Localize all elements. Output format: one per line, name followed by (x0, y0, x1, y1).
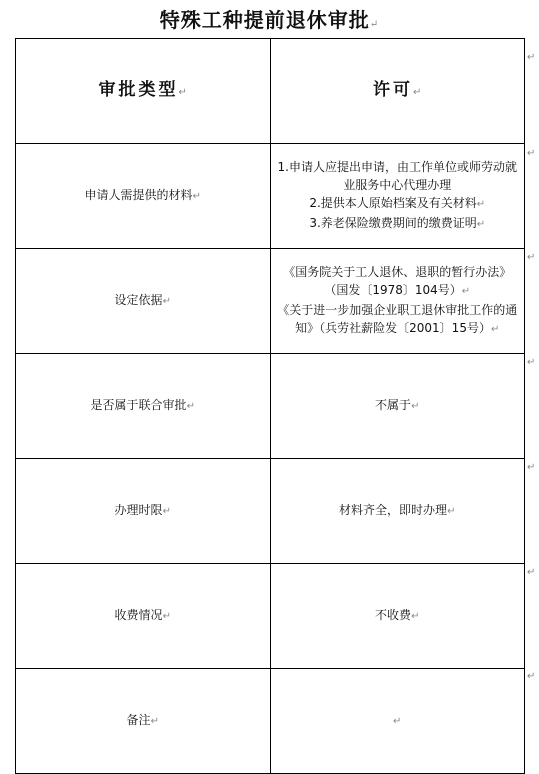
paragraph-mark-icon: ↵ (162, 296, 171, 307)
header-cell-permit (270, 39, 525, 144)
row-value-text: 不属于 (375, 398, 412, 412)
basis-line-1-text: 《国务院关于工人退休、退职的暂行办法》（国发〔1978〕104号） (283, 265, 512, 297)
table-row (16, 459, 525, 564)
paragraph-mark-icon: ↵ (162, 506, 171, 517)
paragraph-mark-icon: ↵ (490, 324, 500, 335)
row-end-mark-icon: ↵ (527, 357, 536, 368)
row-label-remarks (16, 669, 271, 774)
row-label-text: 收费情况 (114, 608, 163, 622)
paragraph-mark-icon: ↵ (192, 191, 201, 202)
header-cell-type (16, 39, 271, 144)
paragraph-mark-icon: ↵ (178, 86, 187, 98)
paragraph-mark-icon: ↵ (150, 716, 159, 727)
row-label-text: 办理时限 (114, 503, 163, 517)
row-label-text: 是否属于联合审批 (90, 398, 187, 412)
row-end-mark-icon: ↵ (527, 462, 536, 473)
materials-line-2 (277, 194, 519, 214)
table-header-row (16, 39, 525, 144)
row-end-mark-icon: ↵ (527, 671, 536, 682)
paragraph-mark-icon: ↵ (476, 199, 486, 210)
materials-line-2-text: 2.提供本人原始档案及有关材料 (309, 196, 477, 210)
paragraph-mark-icon: ↵ (413, 86, 422, 98)
row-label-text: 申请人需提供的材料 (84, 188, 193, 202)
row-value-remarks (270, 669, 525, 774)
paragraph-mark-icon: ↵ (461, 286, 471, 297)
materials-line-3-text: 3.养老保险缴费期间的缴费证明 (309, 216, 477, 230)
basis-line-1 (277, 263, 519, 301)
basis-line-2 (277, 301, 519, 339)
row-value-text: 不收费 (375, 608, 412, 622)
basis-line-2-text: 《关于进一步加强企业职工退休审批工作的通知》（兵劳社薪险发〔2001〕15号） (277, 303, 518, 335)
table-row (16, 354, 525, 459)
row-label-text: 备注 (126, 713, 151, 727)
row-value-timelimit (270, 459, 525, 564)
row-label-fees (16, 564, 271, 669)
row-value-fees (270, 564, 525, 669)
row-end-mark-icon: ↵ (527, 567, 536, 578)
row-label-joint (16, 354, 271, 459)
materials-line-3 (277, 214, 519, 234)
row-label-basis (16, 249, 271, 354)
row-label-timelimit (16, 459, 271, 564)
header-permit-label: 许可 (373, 79, 414, 100)
paragraph-mark-icon: ↵ (411, 401, 420, 412)
page-title (0, 4, 539, 36)
paragraph-mark-icon: ↵ (447, 506, 456, 517)
row-end-mark-icon: ↵ (527, 148, 536, 159)
approval-table (15, 38, 525, 774)
row-label-materials (16, 144, 271, 249)
table-row (16, 144, 525, 249)
header-type-label: 审批类型 (98, 79, 179, 100)
paragraph-mark-icon: ↵ (186, 401, 195, 412)
materials-line-1 (277, 158, 519, 194)
paragraph-mark-icon: ↵ (393, 716, 402, 727)
row-end-mark-icon: ↵ (527, 252, 536, 263)
paragraph-mark-icon: ↵ (369, 19, 380, 30)
title-text: 特殊工种提前退休审批 (159, 8, 370, 32)
paragraph-mark-icon: ↵ (476, 219, 486, 230)
row-label-text: 设定依据 (114, 293, 163, 307)
row-end-mark-icon: ↵ (527, 52, 536, 63)
row-value-materials (270, 144, 525, 249)
table-row (16, 669, 525, 774)
materials-line-1-text: 1.申请人应提出申请，由工作单位或师劳动就业服务中心代理办理 (277, 160, 517, 192)
table-row (16, 564, 525, 669)
row-value-basis (270, 249, 525, 354)
paragraph-mark-icon: ↵ (162, 611, 171, 622)
table-row (16, 249, 525, 354)
row-value-text: 材料齐全，即时办理 (339, 503, 448, 517)
paragraph-mark-icon: ↵ (411, 611, 420, 622)
row-value-joint (270, 354, 525, 459)
